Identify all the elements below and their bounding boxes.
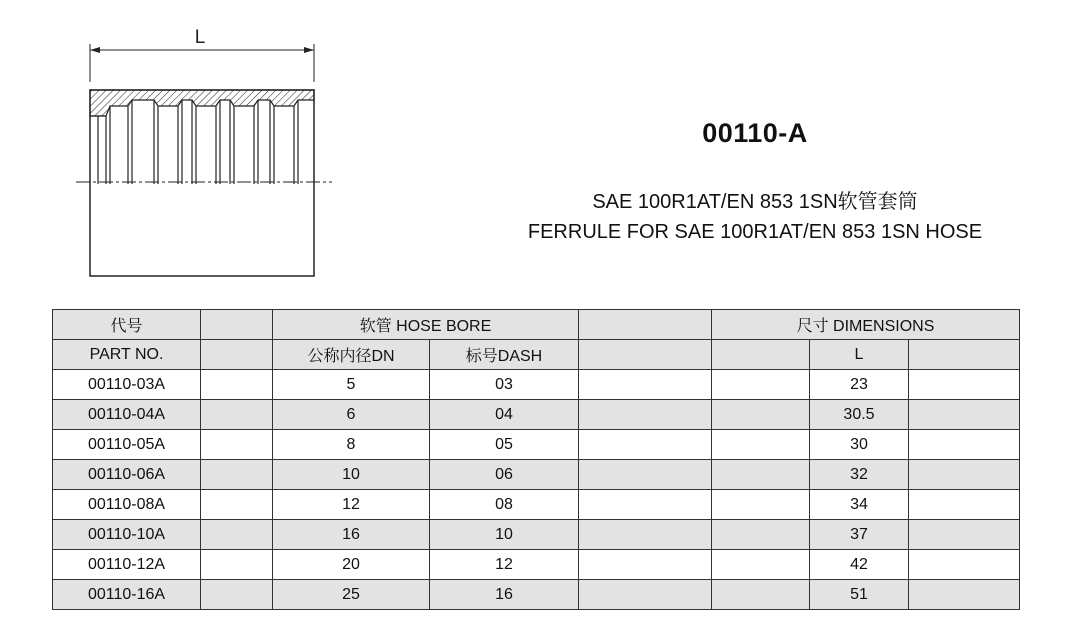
empty-cell: [201, 580, 273, 610]
table-row: [53, 580, 1020, 610]
empty-cell: [579, 430, 712, 460]
header-empty-cell: [579, 340, 712, 370]
empty-cell: [712, 490, 810, 520]
dimension-label-l: L: [194, 27, 206, 48]
header-part-en: PART NO.: [53, 340, 201, 370]
header-dn: 公称内径DN: [273, 340, 430, 370]
empty-cell: [201, 370, 273, 400]
l-cell: 34: [810, 490, 909, 520]
empty-cell: [712, 550, 810, 580]
header-empty-cell: [909, 340, 1020, 370]
header-empty-cell: [201, 310, 273, 340]
ferrule-cross-section-drawing: [70, 20, 340, 290]
title-block: [480, 118, 1030, 244]
empty-cell: [909, 550, 1020, 580]
empty-cell: [579, 400, 712, 430]
specification-table: [52, 309, 1020, 610]
part-no-cell: 00110-10A: [53, 520, 201, 550]
header-dimensions: 尺寸 DIMENSIONS: [712, 310, 1020, 340]
l-cell: 37: [810, 520, 909, 550]
empty-cell: [909, 460, 1020, 490]
empty-cell: [909, 400, 1020, 430]
l-cell: 30.5: [810, 400, 909, 430]
dn-cell: 16: [273, 520, 430, 550]
product-description-en: FERRULE FOR SAE 100R1AT/EN 853 1SN HOSE: [527, 221, 983, 243]
header-empty-cell: [201, 340, 273, 370]
part-no-cell: 00110-16A: [53, 580, 201, 610]
empty-cell: [579, 520, 712, 550]
header-row-1: [53, 310, 1020, 340]
table-row: [53, 430, 1020, 460]
dimension-line-l: [90, 44, 314, 82]
empty-cell: [201, 400, 273, 430]
table-row: [53, 550, 1020, 580]
dn-cell: 25: [273, 580, 430, 610]
dn-cell: 5: [273, 370, 430, 400]
table-row: [53, 400, 1020, 430]
empty-cell: [909, 580, 1020, 610]
empty-cell: [201, 550, 273, 580]
empty-cell: [201, 460, 273, 490]
part-no-cell: 00110-03A: [53, 370, 201, 400]
dash-cell: 16: [430, 580, 579, 610]
empty-cell: [201, 520, 273, 550]
header-row-2: [53, 340, 1020, 370]
empty-cell: [201, 490, 273, 520]
part-no-cell: 00110-05A: [53, 430, 201, 460]
dn-cell: 12: [273, 490, 430, 520]
empty-cell: [579, 580, 712, 610]
empty-cell: [909, 430, 1020, 460]
empty-cell: [712, 430, 810, 460]
empty-cell: [712, 370, 810, 400]
empty-cell: [712, 520, 810, 550]
table-row: [53, 520, 1020, 550]
dn-cell: 20: [273, 550, 430, 580]
product-code-title: 00110-A: [702, 118, 808, 148]
dn-cell: 10: [273, 460, 430, 490]
l-cell: 42: [810, 550, 909, 580]
dn-cell: 8: [273, 430, 430, 460]
empty-cell: [712, 460, 810, 490]
empty-cell: [579, 550, 712, 580]
empty-cell: [201, 430, 273, 460]
l-cell: 51: [810, 580, 909, 610]
empty-cell: [579, 460, 712, 490]
dash-cell: 06: [430, 460, 579, 490]
empty-cell: [712, 400, 810, 430]
empty-cell: [712, 580, 810, 610]
empty-cell: [579, 490, 712, 520]
empty-cell: [579, 370, 712, 400]
empty-cell: [909, 490, 1020, 520]
l-cell: 23: [810, 370, 909, 400]
part-no-cell: 00110-12A: [53, 550, 201, 580]
l-cell: 32: [810, 460, 909, 490]
part-no-cell: 00110-08A: [53, 490, 201, 520]
header-empty-cell: [579, 310, 712, 340]
ferrule-outline: [76, 90, 332, 276]
part-no-cell: 00110-04A: [53, 400, 201, 430]
l-cell: 30: [810, 430, 909, 460]
empty-cell: [909, 370, 1020, 400]
dash-cell: 08: [430, 490, 579, 520]
dash-cell: 05: [430, 430, 579, 460]
product-description-cn: SAE 100R1AT/EN 853 1SN软管套筒: [592, 191, 918, 213]
header-empty-cell: [712, 340, 810, 370]
header-part-cn: 代号: [53, 310, 201, 340]
table-row: [53, 460, 1020, 490]
empty-cell: [909, 520, 1020, 550]
table-body: [53, 370, 1020, 610]
dn-cell: 6: [273, 400, 430, 430]
dash-cell: 10: [430, 520, 579, 550]
header-hose-bore: 软管 HOSE BORE: [273, 310, 579, 340]
table-row: [53, 490, 1020, 520]
header-dash: 标号DASH: [430, 340, 579, 370]
dash-cell: 03: [430, 370, 579, 400]
header-l: L: [810, 340, 909, 370]
dash-cell: 12: [430, 550, 579, 580]
table-row: [53, 370, 1020, 400]
part-no-cell: 00110-06A: [53, 460, 201, 490]
dash-cell: 04: [430, 400, 579, 430]
